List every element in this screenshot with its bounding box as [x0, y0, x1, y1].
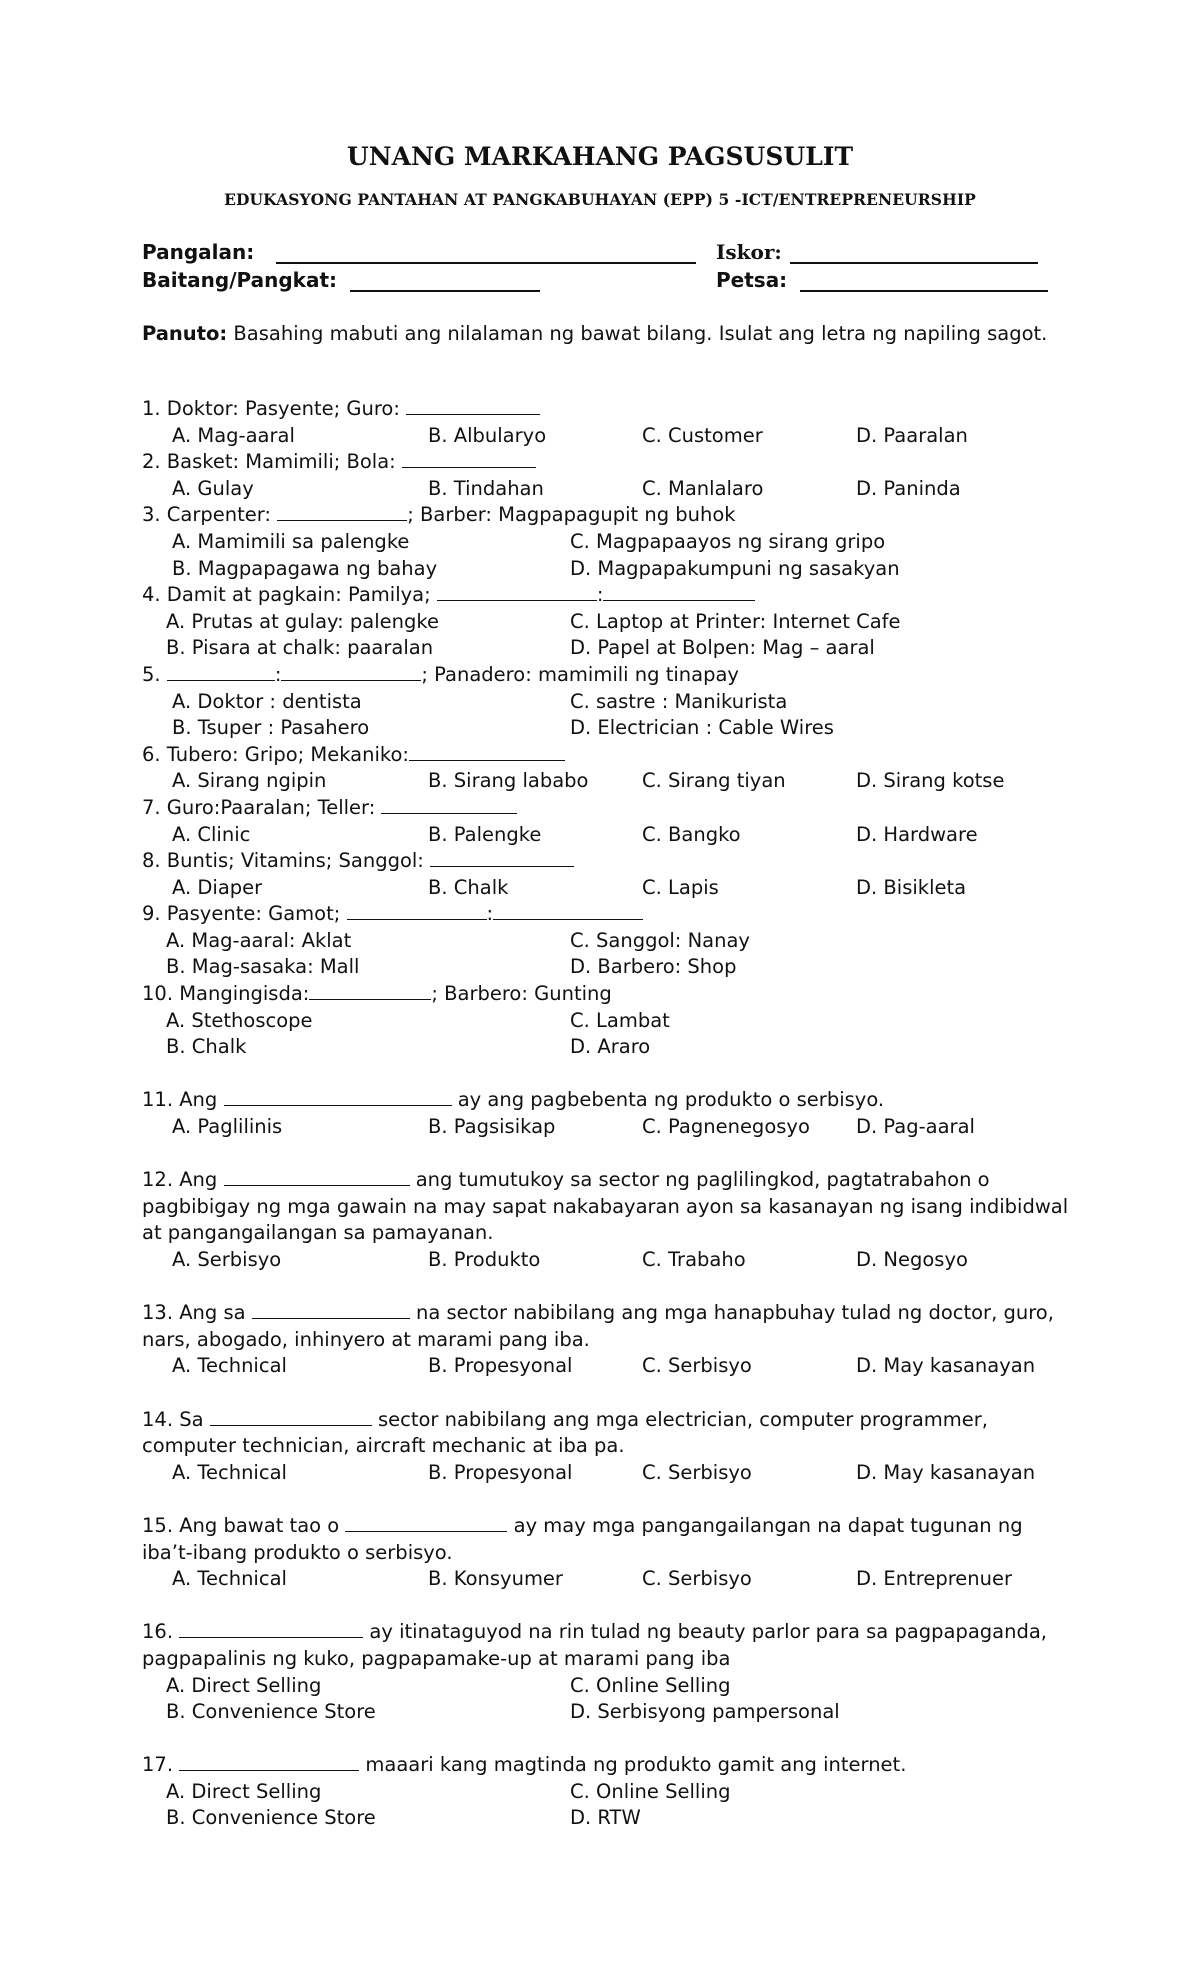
choice: B. Propesyonal	[428, 1354, 573, 1378]
question-2-choices	[142, 476, 1082, 503]
choice: C. Bangko	[642, 822, 741, 846]
answer-blank[interactable]	[252, 1300, 410, 1319]
choice: A. Technical	[172, 1567, 287, 1591]
question-3-choices	[142, 529, 1082, 556]
answer-blank[interactable]	[179, 1619, 363, 1638]
choice: B. Sirang lababo	[428, 769, 589, 793]
choice: A. Paglilinis	[172, 1115, 283, 1139]
choice: A. Mag-aaral: Aklat	[166, 928, 352, 952]
answer-blank[interactable]	[347, 901, 487, 920]
choice: D. Araro	[570, 1035, 651, 1059]
question-17	[142, 1752, 1082, 1779]
question-6-choices	[142, 768, 1082, 795]
instructions-label: Panuto:	[142, 322, 228, 345]
instructions-text: Basahing mabuti ang nilalaman ng bawat bilang. Isulat ang letra ng napiling sagot.	[227, 322, 1048, 345]
answer-blank[interactable]	[603, 582, 755, 601]
question-10-text-post: ; Barbero: Gunting	[431, 982, 612, 1006]
question-12-choices	[142, 1247, 1082, 1274]
question-14-text-post: sector nabibilang ang mga electrician, computer programmer, computer technician, aircraft mechanic at iba pa.	[142, 1407, 988, 1458]
question-3-text-post: ; Barber: Magpapagupit ng buhok	[407, 503, 736, 527]
choice: D. Bisikleta	[856, 875, 967, 899]
question-11-text: 11. Ang	[142, 1088, 224, 1112]
exam-title: UNANG MARKAHANG PAGSUSULIT	[346, 142, 854, 171]
question-8-text: 8. Buntis; Vitamins; Sanggol:	[142, 849, 431, 873]
choice: B. Convenience Store	[166, 1700, 376, 1724]
choice: A. Technical	[172, 1460, 287, 1484]
question-3	[142, 502, 1082, 529]
question-14	[142, 1407, 1072, 1460]
question-14-choices	[142, 1460, 1082, 1487]
choice: C. Serbisyo	[642, 1354, 752, 1378]
answer-blank[interactable]	[224, 1167, 410, 1186]
question-12-text: 12. Ang	[142, 1168, 224, 1192]
choice: D. Negosyo	[856, 1248, 968, 1271]
choice: D. Magpapakumpuni ng sasakyan	[570, 556, 900, 580]
answer-blank[interactable]	[277, 502, 407, 521]
answer-blank[interactable]	[493, 901, 643, 920]
question-7-choices	[142, 822, 1082, 849]
question-5-choices	[142, 715, 1082, 742]
question-16-choices	[142, 1673, 1082, 1700]
question-13-text: 13. Ang sa	[142, 1301, 252, 1325]
choice: B. Albularyo	[428, 423, 547, 447]
choice: B. Tindahan	[428, 476, 544, 500]
question-6-text: 6. Tubero: Gripo; Mekaniko:	[142, 742, 409, 766]
question-1-text: 1. Doktor: Pasyente; Guro:	[142, 397, 407, 420]
choice: B. Convenience Store	[166, 1806, 376, 1830]
answer-blank[interactable]	[309, 981, 431, 1000]
question-2	[142, 449, 1082, 476]
spacer	[142, 1593, 1082, 1620]
score-label: Iskor:	[716, 240, 782, 264]
choice: D. Paaralan	[856, 423, 968, 447]
choice: A. Direct Selling	[166, 1779, 322, 1803]
spacer	[142, 1726, 1082, 1753]
choice: B. Palengke	[428, 822, 542, 846]
answer-blank[interactable]	[430, 848, 574, 867]
choice: D. Papel at Bolpen: Mag – aaral	[570, 636, 875, 660]
spacer	[142, 1141, 1082, 1168]
spacer	[142, 1380, 1082, 1407]
choice: A. Diaper	[172, 875, 263, 899]
question-17-choices	[142, 1779, 1082, 1806]
question-16-text: 16.	[142, 1620, 180, 1644]
choice: C. Laptop at Printer: Internet Cafe	[570, 609, 901, 633]
answer-blank[interactable]	[437, 582, 597, 601]
choice: B. Pisara at chalk: paaralan	[166, 636, 434, 660]
choice: A. Prutas at gulay: palengke	[166, 609, 439, 633]
choice: D. Serbisyong pampersonal	[570, 1700, 840, 1724]
question-11-choices	[142, 1114, 1082, 1141]
choice: B. Mag-sasaka: Mall	[166, 955, 360, 979]
answer-blank[interactable]	[210, 1407, 372, 1426]
question-13-choices	[142, 1353, 1082, 1380]
choice: D. Sirang kotse	[856, 769, 1005, 793]
answer-blank[interactable]	[381, 795, 517, 814]
choice: C. Online Selling	[570, 1673, 731, 1697]
questions-area	[142, 396, 1082, 1832]
question-15-text: 15. Ang bawat tao o	[142, 1513, 346, 1537]
question-17-text: 17.	[142, 1753, 180, 1777]
choice: A. Mag-aaral	[172, 423, 295, 447]
question-8-choices	[142, 875, 1082, 902]
question-4	[142, 582, 1082, 609]
answer-blank[interactable]	[224, 1087, 452, 1106]
question-9	[142, 901, 1082, 928]
choice: D. Entreprenuer	[856, 1567, 1013, 1591]
question-5-text: 5.	[142, 662, 167, 686]
question-15	[142, 1513, 1072, 1566]
choice: B. Propesyonal	[428, 1460, 573, 1484]
question-10-text: 10. Mangingisda:	[142, 982, 310, 1006]
answer-blank[interactable]	[179, 1752, 359, 1771]
question-12	[142, 1167, 1072, 1247]
choice: D. Hardware	[856, 822, 978, 846]
choice: D. Pag-aaral	[856, 1115, 975, 1139]
question-16	[142, 1619, 1072, 1672]
choice: B. Magpapagawa ng bahay	[172, 556, 438, 580]
question-15-text-post: ay may mga pangangailangan na dapat tugunan ng iba’t-ibang produkto o serbisyo.	[142, 1513, 1023, 1564]
answer-blank[interactable]	[345, 1513, 507, 1532]
choice: A. Sirang ngipin	[172, 769, 327, 793]
choice: B. Chalk	[166, 1035, 247, 1059]
choice: A. Stethoscope	[166, 1008, 313, 1032]
choice: C. Magpapaayos ng sirang gripo	[570, 529, 886, 553]
answer-blank[interactable]	[281, 662, 421, 681]
question-1-choices	[142, 423, 1082, 450]
question-3-text: 3. Carpenter:	[142, 503, 278, 527]
question-17-text-post: maaari kang magtinda ng produkto gamit ang internet.	[359, 1753, 907, 1777]
instructions	[142, 321, 1072, 348]
question-5-choices	[142, 689, 1082, 716]
choice: C. Lambat	[570, 1008, 670, 1032]
choice: C. Trabaho	[642, 1248, 746, 1271]
choice: B. Chalk	[428, 875, 509, 899]
answer-blank[interactable]	[167, 662, 275, 681]
question-9-choices	[142, 928, 1082, 955]
choice: A. Serbisyo	[172, 1248, 282, 1271]
question-11	[142, 1087, 1082, 1114]
choice: B. Pagsisikap	[428, 1115, 556, 1139]
name-label: Pangalan:	[142, 240, 255, 264]
choice: B. Konsyumer	[428, 1567, 563, 1591]
choice: C. sastre : Manikurista	[570, 689, 788, 713]
choice: B. Produkto	[428, 1248, 541, 1271]
question-9-text: 9. Pasyente: Gamot;	[142, 902, 347, 926]
question-8	[142, 848, 1082, 875]
date-label: Petsa:	[716, 268, 788, 292]
question-15-choices	[142, 1566, 1082, 1593]
question-9-choices	[142, 954, 1082, 981]
choice: C. Customer	[642, 423, 763, 447]
choice: C. Sanggol: Nanay	[570, 928, 750, 952]
question-7-text: 7. Guro:Paaralan; Teller:	[142, 795, 382, 819]
question-4-separator: :	[596, 583, 604, 607]
score-field[interactable]	[790, 262, 1038, 264]
question-17-choices	[142, 1805, 1082, 1832]
date-field[interactable]	[800, 290, 1048, 292]
question-9-separator: :	[486, 902, 494, 926]
question-13	[142, 1300, 1072, 1353]
answer-blank[interactable]	[406, 396, 540, 415]
question-4-text: 4. Damit at pagkain: Pamilya;	[142, 583, 437, 607]
grade-label: Baitang/Pangkat:	[142, 268, 338, 292]
question-2-text: 2. Basket: Mamimili; Bola:	[142, 450, 402, 474]
question-10	[142, 981, 1082, 1008]
question-13-text-post: na sector nabibilang ang mga hanapbuhay tulad ng doctor, guro, nars, abogado, inhinyero at marami pang iba.	[142, 1301, 1054, 1351]
choice: C. Serbisyo	[642, 1567, 752, 1591]
exam-subtitle: EDUKASYONG PANTAHAN AT PANGKABUHAYAN (EPP) 5 -ICT/ENTREPRENEURSHIP	[224, 190, 976, 209]
question-16-text-post: ay itinataguyod na rin tulad ng beauty parlor para sa pagpapaganda, pagpapalinis ng kuko, pagpapamake-up at marami pang iba	[142, 1620, 1048, 1670]
choice: C. Sirang tiyan	[642, 769, 786, 793]
spacer	[142, 1486, 1082, 1513]
question-4-choices	[142, 635, 1082, 662]
choice: C. Manlalaro	[642, 476, 764, 500]
choice: A. Doktor : dentista	[172, 689, 362, 713]
question-3-choices	[142, 556, 1082, 583]
question-10-choices	[142, 1034, 1082, 1061]
choice: A. Mamimili sa palengke	[172, 529, 410, 553]
choice: C. Pagnenegosyo	[642, 1115, 810, 1139]
question-12-text-post: ang tumutukoy sa sector ng paglilingkod, pagtatrabahon o pagbibigay ng mga gawain na may sapat nakabayaran ayon sa kasanayan ng isang indibidwal at pangangailangan sa pamayanan.	[142, 1168, 1069, 1245]
answer-blank[interactable]	[409, 742, 565, 761]
choice: C. Lapis	[642, 875, 719, 899]
choice: A. Technical	[172, 1354, 287, 1378]
choice: B. Tsuper : Pasahero	[172, 716, 370, 740]
question-5	[142, 662, 1082, 689]
question-4-choices	[142, 609, 1082, 636]
choice: D. May kasanayan	[856, 1354, 1036, 1378]
choice: C. Online Selling	[570, 1779, 731, 1803]
question-11-text-post: ay ang pagbebenta ng produkto o serbisyo.	[451, 1088, 885, 1112]
name-field[interactable]	[276, 262, 696, 264]
choice: D. Barbero: Shop	[570, 955, 737, 979]
choice: A. Direct Selling	[166, 1673, 322, 1697]
question-7	[142, 795, 1082, 822]
choice: D. RTW	[570, 1806, 641, 1830]
choice: D. Paninda	[856, 476, 961, 500]
spacer	[142, 1061, 1082, 1088]
choice: A. Gulay	[172, 476, 254, 500]
question-16-choices	[142, 1699, 1082, 1726]
grade-field[interactable]	[350, 290, 540, 292]
question-10-choices	[142, 1008, 1082, 1035]
question-5-text-post: ; Panadero: mamimili ng tinapay	[421, 662, 739, 686]
choice: A. Clinic	[172, 822, 251, 846]
spacer	[142, 1274, 1082, 1301]
choice: D. Electrician : Cable Wires	[570, 716, 834, 740]
answer-blank[interactable]	[402, 449, 536, 468]
choice: C. Serbisyo	[642, 1460, 752, 1484]
question-6	[142, 742, 1082, 769]
question-1	[142, 396, 1082, 423]
question-14-text: 14. Sa	[142, 1407, 210, 1431]
choice: D. May kasanayan	[856, 1460, 1036, 1484]
question-5-separator: :	[274, 662, 282, 686]
